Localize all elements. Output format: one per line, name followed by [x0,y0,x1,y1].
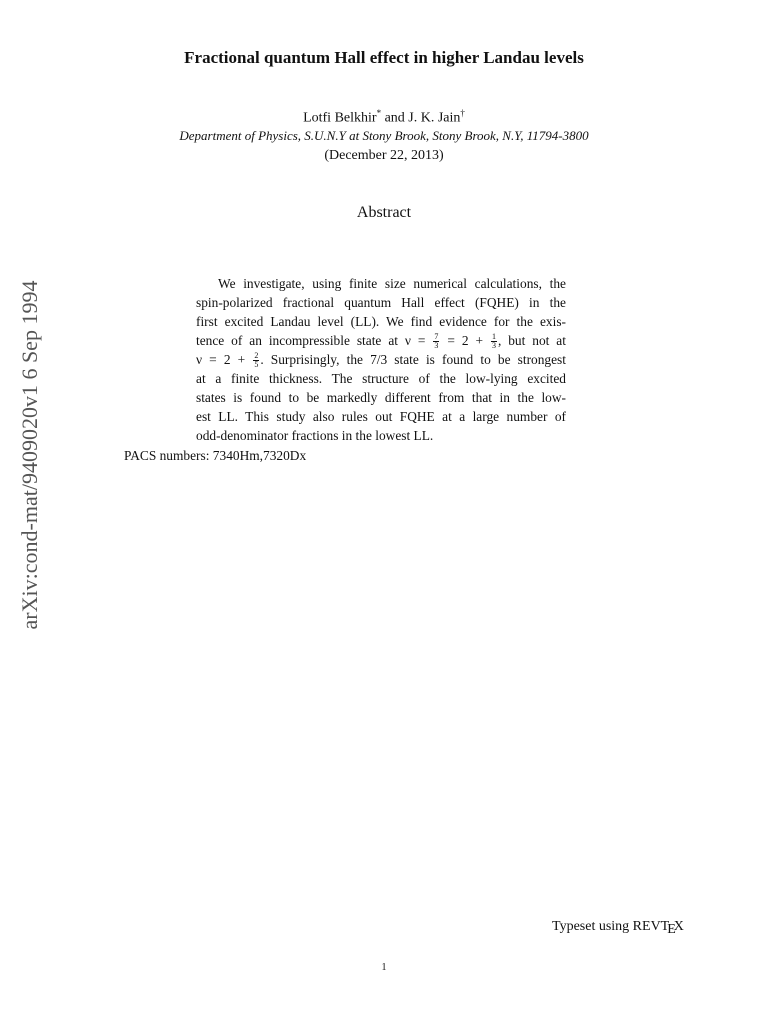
abstract-line-1: We investigate, using finite size numerical calculations, the [218,276,566,291]
author-jain-mark: † [460,108,465,118]
abstract-line-3: first excited Landau level (LL). We find evidence for the exis- [196,314,566,329]
author-jain: J. K. Jain [408,110,461,126]
abstract-line-4 [196,331,566,350]
abstract-line-5-b: . Surprisingly, the 7/3 state is found to be strongest [260,352,566,367]
abstract-line-4-c: , but not at [497,333,566,348]
abstract-line-4-a: tence of an incompressible state at ν = [196,333,426,348]
fraction-7-3: $\frac{7}{3}$ [434,332,439,351]
abstract-line-2: spin-polarized fractional quantum Hall effect (FQHE) in the [196,295,566,310]
abstract-line-5-a: ν = 2 + [196,352,246,367]
abstract-line-4-b: = 2 + [447,333,483,348]
typeset-suffix: X [673,919,684,934]
fraction-2-5: $\frac{2}{5}$ [254,351,259,370]
pacs-numbers: PACS numbers: 7340Hm,7320Dx [124,448,307,463]
abstract-line-5 [196,350,566,369]
arxiv-stamp [10,240,50,670]
abstract-body [196,274,566,445]
abstract-line-6: at a finite thickness. The structure of the low-lying excited [196,371,566,386]
affiliation: Department of Physics, S.U.N.Y at Stony Brook, Stony Brook, N.Y, 11794-3800 [179,128,589,143]
paper-title: Fractional quantum Hall effect in higher Landau levels [184,48,584,67]
page-number: 1 [381,962,387,973]
paper-date: (December 22, 2013) [324,148,444,163]
author-line [0,108,768,127]
typeset-tex-e: E [667,922,676,937]
author-belkhir-mark: * [376,108,382,118]
abstract-line-9: odd-denominator fractions in the lowest LL. [196,428,434,443]
abstract-heading: Abstract [356,204,412,221]
typeset-note [552,919,684,935]
fraction-1-3: $\frac{1}{3}$ [491,332,496,351]
abstract-line-7: states is found to be markedly different from that in the low- [196,390,566,405]
author-belkhir: Lotfi Belkhir [303,110,377,126]
typeset-prefix: Typeset using REVT [552,919,670,934]
author-connector: and [381,110,409,126]
abstract-line-8: est LL. This study also rules out FQHE at a large number of [196,409,566,424]
arxiv-stamp-text: arXiv:cond-mat/9409020v1 6 Sep 1994 [17,280,42,630]
